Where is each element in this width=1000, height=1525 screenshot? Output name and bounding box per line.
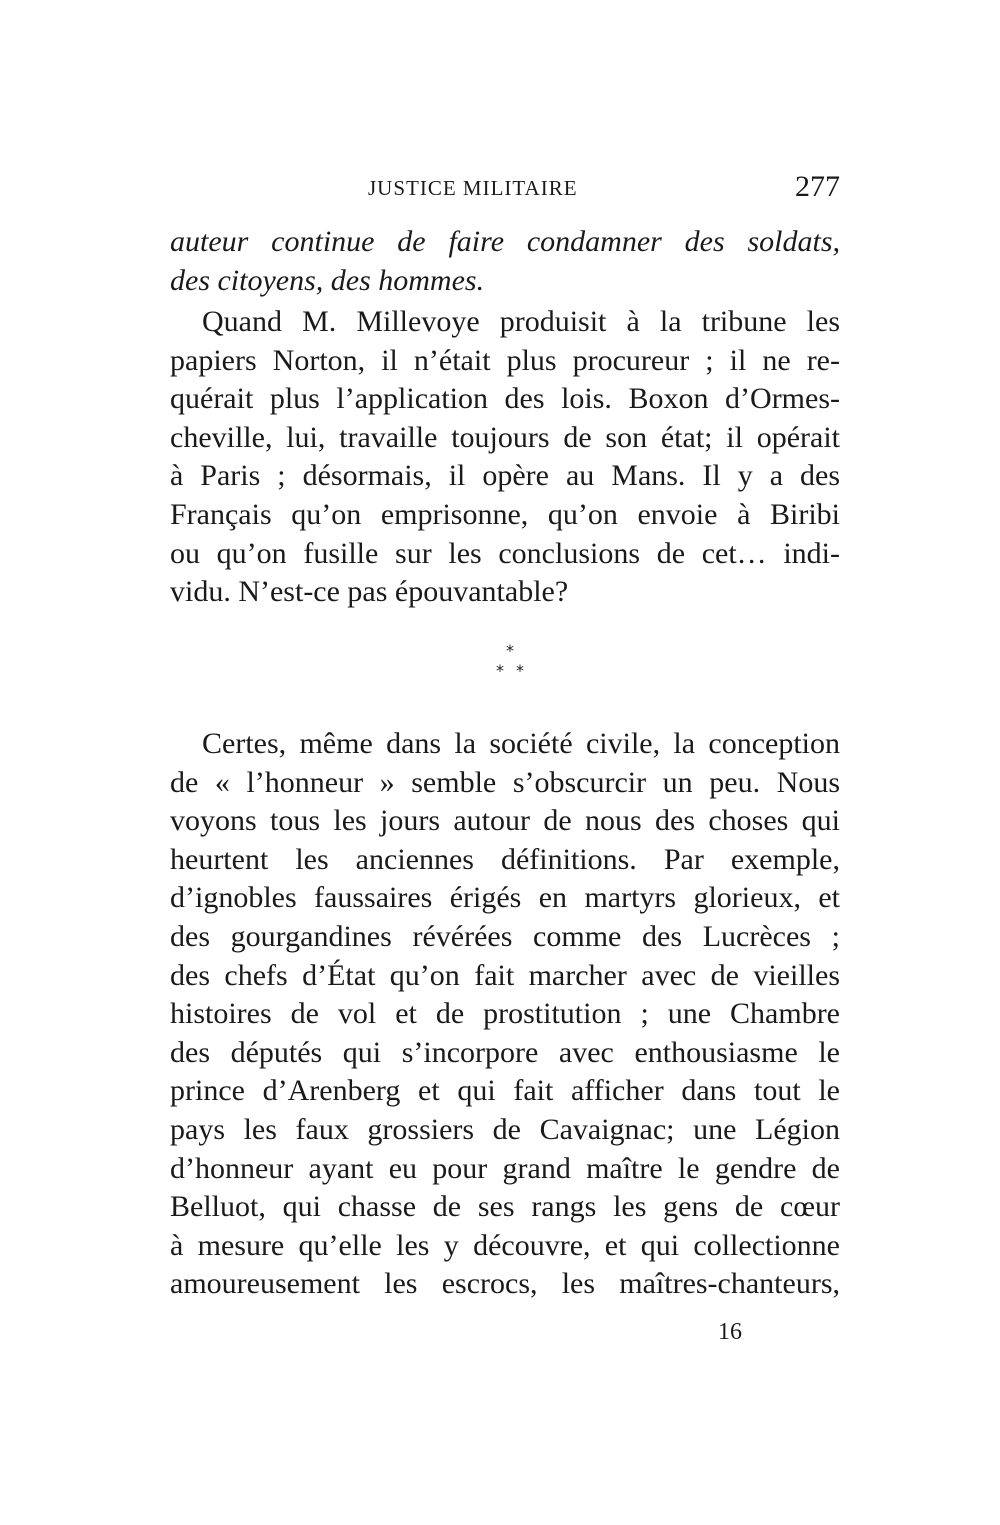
text-line: ou qu’on fusille sur les conclusions de cet… indi-: [170, 536, 840, 570]
svg-text:*: *: [506, 641, 514, 660]
section-break: [480, 640, 540, 684]
text-line: amoureusement les escrocs, les maîtres-chanteurs,: [170, 1267, 840, 1301]
paragraph-3: [170, 725, 840, 1304]
running-title: JUSTICE MILITAIRE: [368, 176, 578, 200]
text-line: des gourgandines révérées comme des Lucrèces ;: [170, 919, 840, 953]
text-line: papiers Norton, il n’était plus procureur ; il ne re-: [170, 343, 840, 377]
svg-text:*: *: [516, 661, 524, 680]
text-line: des chefs d’État qu’on fait marcher avec de vieilles: [170, 958, 840, 992]
text-line: histoires de vol et de prostitution ; une Chambre: [170, 997, 840, 1031]
paragraph-1: [170, 223, 840, 300]
text-line: pays les faux grossiers de Cavaignac; une Légion: [170, 1112, 840, 1146]
text-line: Français qu’on emprisonne, qu’on envoie à Biribi: [170, 497, 840, 531]
text-line: à mesure qu’elle les y découvre, et qui collectionne: [170, 1228, 840, 1262]
signature-mark: 16: [718, 1319, 742, 1345]
text-line: des citoyens, des hommes.: [170, 263, 485, 297]
running-head: [170, 170, 840, 206]
text-line: cheville, lui, travaille toujours de son état; il opérait: [170, 420, 840, 454]
asterism-icon: [480, 640, 540, 684]
text-line: d’honneur ayant eu pour grand maître le gendre de: [170, 1151, 840, 1185]
paragraph-2: [170, 303, 840, 612]
svg-text:*: *: [496, 661, 504, 680]
text-line: voyons tous les jours autour de nous des choses qui: [170, 804, 840, 838]
text-line: vidu. N’est-ce pas épouvantable?: [170, 575, 569, 609]
text-line: auteur continue de faire condamner des soldats,: [170, 225, 840, 258]
text-line: quérait plus l’application des lois. Boxon d’Ormes-: [170, 382, 840, 416]
page-number: 277: [795, 170, 840, 203]
text-line: Quand M. Millevoye produisit à la tribune les: [202, 305, 840, 338]
text-line: de « l’honneur » semble s’obscurcir un peu. Nous: [170, 765, 840, 799]
text-line: à Paris ; désormais, il opère au Mans. Il y a des: [170, 459, 840, 493]
text-line: prince d’Arenberg et qui fait afficher dans tout le: [170, 1074, 840, 1108]
text-line: Certes, même dans la société civile, la conception: [202, 727, 840, 760]
text-line: heurtent les anciennes définitions. Par exemple,: [170, 842, 840, 876]
text-line: des députés qui s’incorpore avec enthousiasme le: [170, 1035, 840, 1069]
text-line: Belluot, qui chasse de ses rangs les gens de cœur: [170, 1190, 840, 1224]
text-line: d’ignobles faussaires érigés en martyrs glorieux, et: [170, 881, 840, 915]
